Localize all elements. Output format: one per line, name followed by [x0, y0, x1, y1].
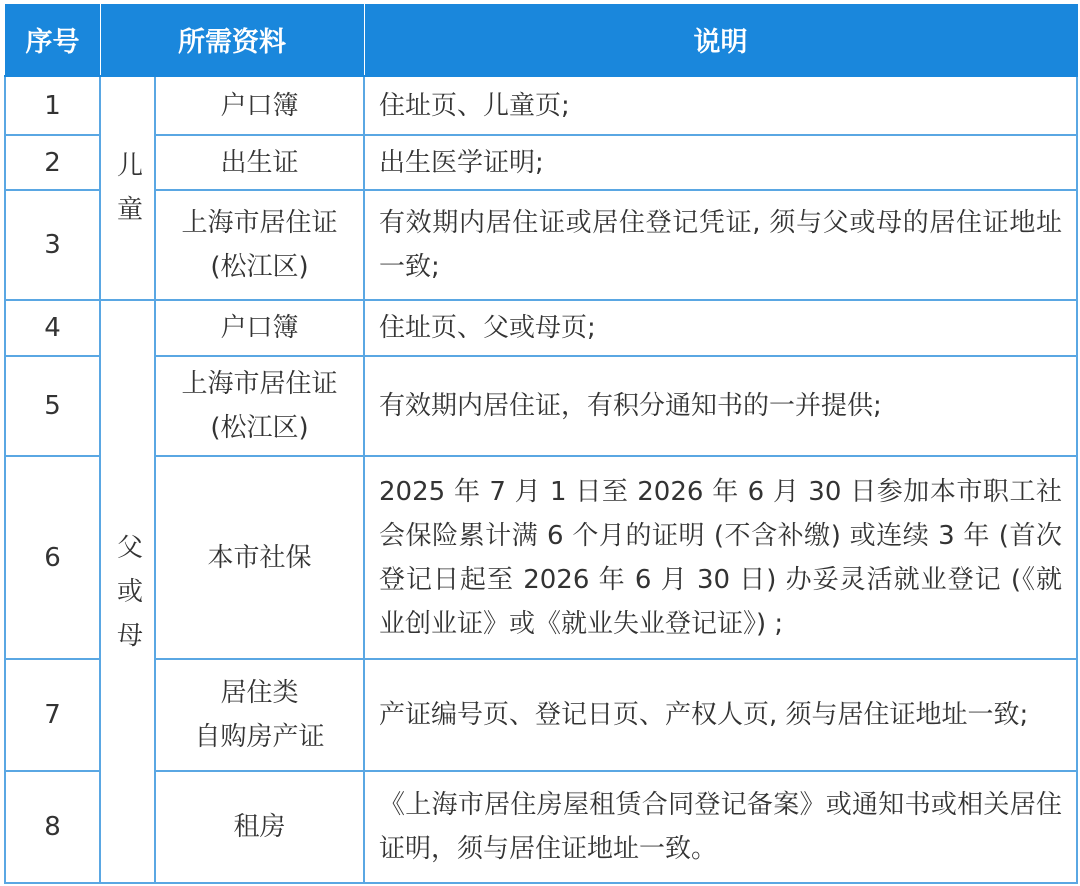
material-description: 住址页、父或母页; [364, 300, 1077, 356]
material-description: 有效期内居住证，有积分通知书的一并提供; [364, 356, 1077, 456]
row-number: 6 [5, 456, 100, 659]
group-label-parent [100, 300, 155, 883]
material-description: 产证编号页、登记日页、产权人页, 须与居住证地址一致; [364, 659, 1077, 771]
row-number: 5 [5, 356, 100, 456]
material-name: 上海市居住证 (松江区) [155, 356, 364, 456]
group-child-text: 儿童 [116, 151, 143, 225]
row-number: 7 [5, 659, 100, 771]
table-row [5, 659, 1077, 771]
material-description: 2025 年 7 月 1 日至 2026 年 6 月 30 日参加本市职工社会保险累计满 6 个月的证明 (不含补缴) 或连续 3 年 (首次登记日起至 2026 年 6 月 30 日) 办妥灵活就业登记 (《就业创业证》或《就业失业登记证》) ; [364, 456, 1077, 659]
row-number: 3 [5, 190, 100, 300]
material-description: 出生医学证明; [364, 135, 1077, 190]
material-name: 户口簿 [155, 76, 364, 135]
table-row [5, 300, 1077, 356]
table-row [5, 356, 1077, 456]
material-description: 住址页、儿童页; [364, 76, 1077, 135]
material-name: 出生证 [155, 135, 364, 190]
material-description: 有效期内居住证或居住登记凭证, 须与父或母的居住证地址一致; [364, 190, 1077, 300]
material-name: 户口簿 [155, 300, 364, 356]
group-parent-text: 父或母 [116, 532, 143, 651]
table-row [5, 190, 1077, 300]
table-row [5, 456, 1077, 659]
material-name: 上海市居住证 (松江区) [155, 190, 364, 300]
material-description: 《上海市居住房屋租赁合同登记备案》或通知书或相关居住证明，须与居住证地址一致。 [364, 771, 1077, 883]
table-row [5, 135, 1077, 190]
material-name: 租房 [155, 771, 364, 883]
row-number: 8 [5, 771, 100, 883]
header-row [5, 4, 1077, 76]
row-number: 2 [5, 135, 100, 190]
header-seq: 序号 [5, 4, 100, 76]
group-label-child [100, 76, 155, 300]
header-desc: 说明 [364, 4, 1077, 76]
material-name: 居住类 自购房产证 [155, 659, 364, 771]
material-name: 本市社保 [155, 456, 364, 659]
row-number: 1 [5, 76, 100, 135]
table-row [5, 76, 1077, 135]
requirements-table [4, 4, 1078, 884]
table-row [5, 771, 1077, 883]
header-materials: 所需资料 [100, 4, 364, 76]
row-number: 4 [5, 300, 100, 356]
